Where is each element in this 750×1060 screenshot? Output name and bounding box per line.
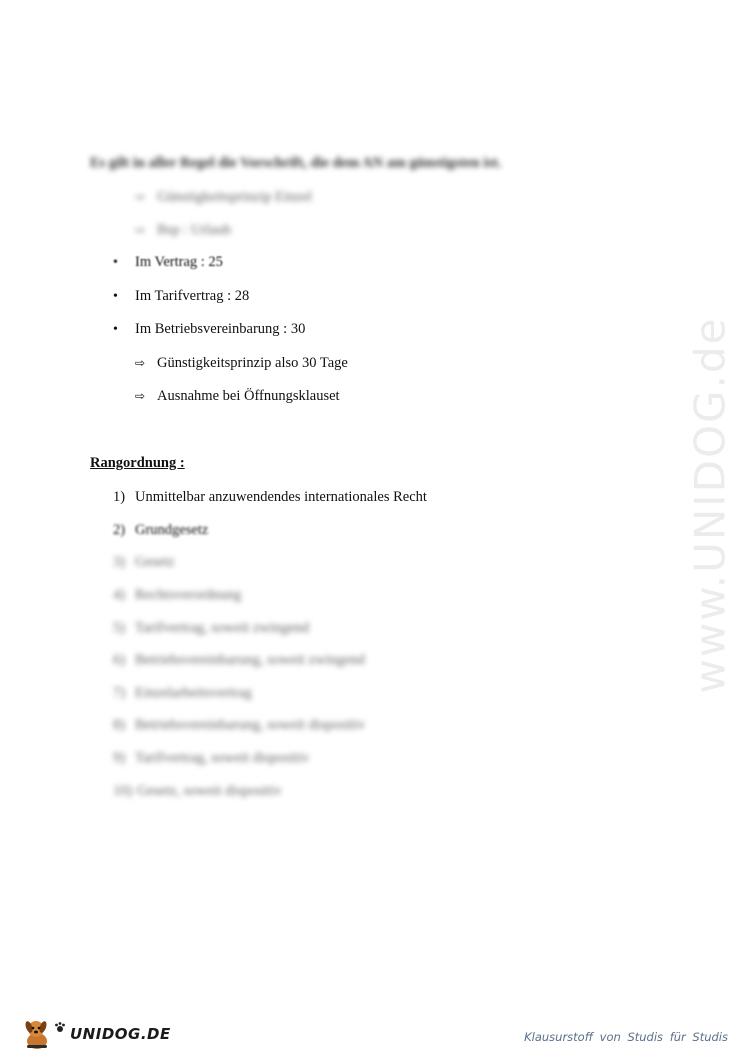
watermark: www.UNIDOG.de bbox=[685, 316, 735, 694]
bullet-item: • Im Vertrag : 25 bbox=[113, 254, 223, 270]
bullet-item: • Im Tarifvertrag : 28 bbox=[113, 288, 250, 304]
ranking-item: 10) Gesetz, soweit dispositiv bbox=[113, 783, 282, 799]
bullet-icon: • bbox=[113, 255, 118, 270]
arrow-icon: ⇨ bbox=[135, 389, 146, 403]
footer-tagline: Klausurstoff von Studis für Studis bbox=[524, 1030, 728, 1044]
intro-text: Es gilt in aller Regel die Vorschrift, die dem AN am günstigsten ist. bbox=[90, 155, 502, 171]
arrow-icon: ⇨ bbox=[135, 356, 146, 370]
ranking-item: 3) Gesetz bbox=[113, 554, 175, 570]
logo-text: UNIDOG.DE bbox=[70, 1025, 171, 1043]
ranking-item: 6) Betriebsvereinbarung, soweit zwingend bbox=[113, 652, 365, 668]
paw-icon bbox=[54, 1021, 66, 1033]
ranking-item: 9) Tarifvertrag, soweit dispositiv bbox=[113, 750, 310, 766]
arrow-icon: ⇨ bbox=[135, 223, 146, 237]
sub-point: ⇨ Günstigkeitsprinzip also 30 Tage bbox=[135, 355, 348, 371]
arrow-icon: ⇨ bbox=[135, 190, 146, 204]
ranking-item: 4) Rechtsverordnung bbox=[113, 587, 242, 603]
bullet-item: • Im Betriebsvereinbarung : 30 bbox=[113, 321, 306, 337]
sub-point: ⇨ Ausnahme bei Öffnungsklauset bbox=[135, 388, 340, 404]
bullet-icon: • bbox=[113, 322, 118, 337]
ranking-item: 1) Unmittelbar anzuwendendes internationales Recht bbox=[113, 489, 427, 505]
ranking-item: 2) Grundgesetz bbox=[113, 522, 209, 538]
ranking-item: 5) Tarifvertrag, soweit zwingend bbox=[113, 620, 310, 636]
ranking-item: 7) Einzelarbeitsvertrag bbox=[113, 685, 252, 701]
bullet-icon: • bbox=[113, 289, 118, 304]
footer-logo bbox=[22, 1016, 171, 1052]
sub-point: ⇨ Bsp : Urlaub bbox=[135, 222, 232, 238]
section-heading: Rangordnung : bbox=[90, 455, 185, 471]
ranking-item: 8) Betriebsvereinbarung, soweit dispositiv bbox=[113, 717, 365, 733]
sub-point: ⇨ Günstigkeitsprinzip Einzel bbox=[135, 189, 313, 205]
dog-logo-icon bbox=[22, 1017, 52, 1051]
